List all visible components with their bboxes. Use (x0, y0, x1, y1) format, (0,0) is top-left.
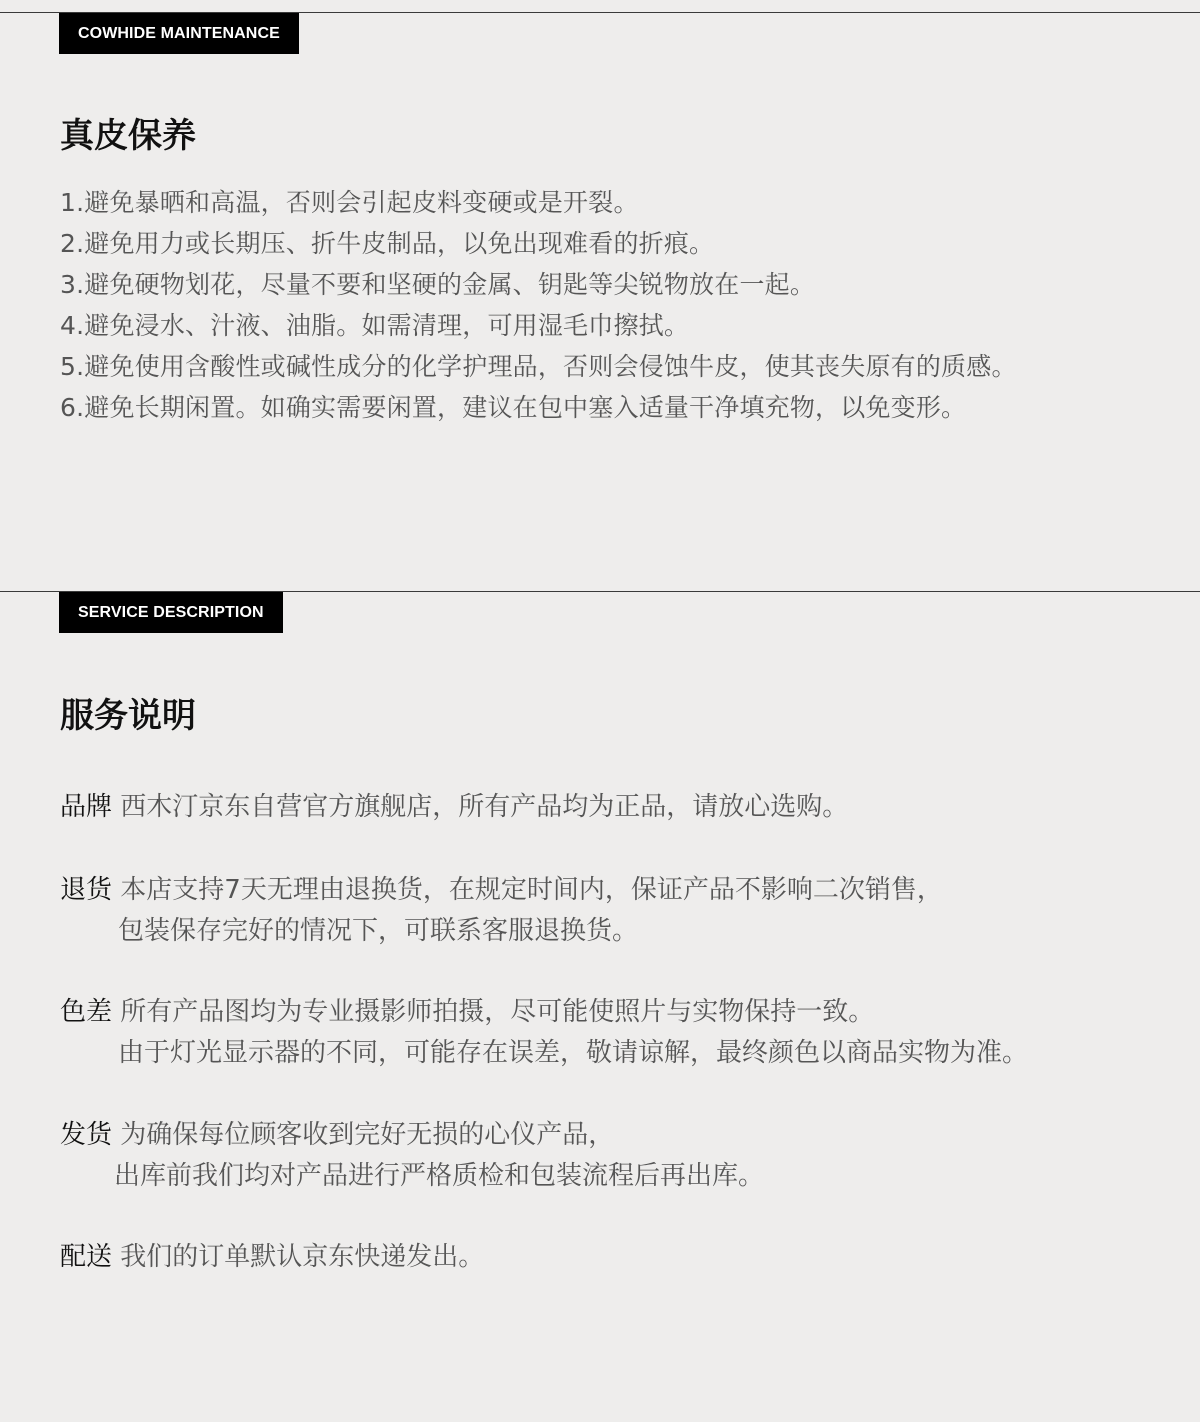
service-entry-key: 色差 (60, 997, 113, 1027)
maintenance-item: 3.避免硬物划花，尽量不要和坚硬的金属、钥匙等尖锐物放在一起。 (60, 270, 816, 299)
service-tag: SERVICE DESCRIPTION (59, 592, 283, 633)
service-entry-text: 所有产品图均为专业摄影师拍摄，尽可能使照片与实物保持一致。 (120, 997, 875, 1027)
maintenance-item: 2.避免用力或长期压、折牛皮制品，以免出现难看的折痕。 (60, 229, 715, 258)
service-entry-text: 为确保每位顾客收到完好无损的心仪产品， (120, 1120, 615, 1150)
service-entry-key: 发货 (60, 1120, 113, 1150)
service-entry-returns (60, 870, 943, 952)
service-entry-text-cont: 包装保存完好的情况下，可联系客服退换货。 (118, 916, 639, 946)
maintenance-item: 1.避免暴晒和高温，否则会引起皮料变硬或是开裂。 (60, 188, 639, 217)
maintenance-item: 6.避免长期闲置。如确实需要闲置，建议在包中塞入适量干净填充物，以免变形。 (60, 393, 967, 422)
maintenance-list (60, 182, 1017, 428)
maintenance-tag: COWHIDE MAINTENANCE (59, 13, 299, 54)
service-entry-text: 西木汀京东自营官方旗舰店，所有产品均为正品，请放心选购。 (120, 792, 849, 822)
service-entry-shipping (60, 1115, 764, 1197)
service-entry-key: 退货 (60, 875, 113, 905)
service-entry-text: 我们的订单默认京东快递发出。 (120, 1242, 485, 1272)
service-entry-text: 本店支持7天无理由退换货，在规定时间内，保证产品不影响二次销售， (120, 875, 943, 905)
service-entry-delivery (60, 1237, 484, 1278)
service-entry-color-difference (60, 992, 1028, 1074)
service-entry-key: 品牌 (60, 792, 113, 822)
maintenance-item: 5.避免使用含酸性或碱性成分的化学护理品，否则会侵蚀牛皮，使其丧失原有的质感。 (60, 352, 1017, 381)
maintenance-heading: 真皮保养 (60, 116, 196, 156)
maintenance-item: 4.避免浸水、汁液、油脂。如需清理，可用湿毛巾擦拭。 (60, 311, 690, 340)
service-heading: 服务说明 (60, 696, 196, 736)
service-entry-text-cont: 出库前我们均对产品进行严格质检和包装流程后再出库。 (114, 1161, 765, 1191)
service-entry-key: 配送 (60, 1242, 113, 1272)
service-entry-brand (60, 787, 848, 828)
service-entry-text-cont: 由于灯光显示器的不同，可能存在误差，敬请谅解，最终颜色以商品实物为准。 (118, 1038, 1029, 1068)
